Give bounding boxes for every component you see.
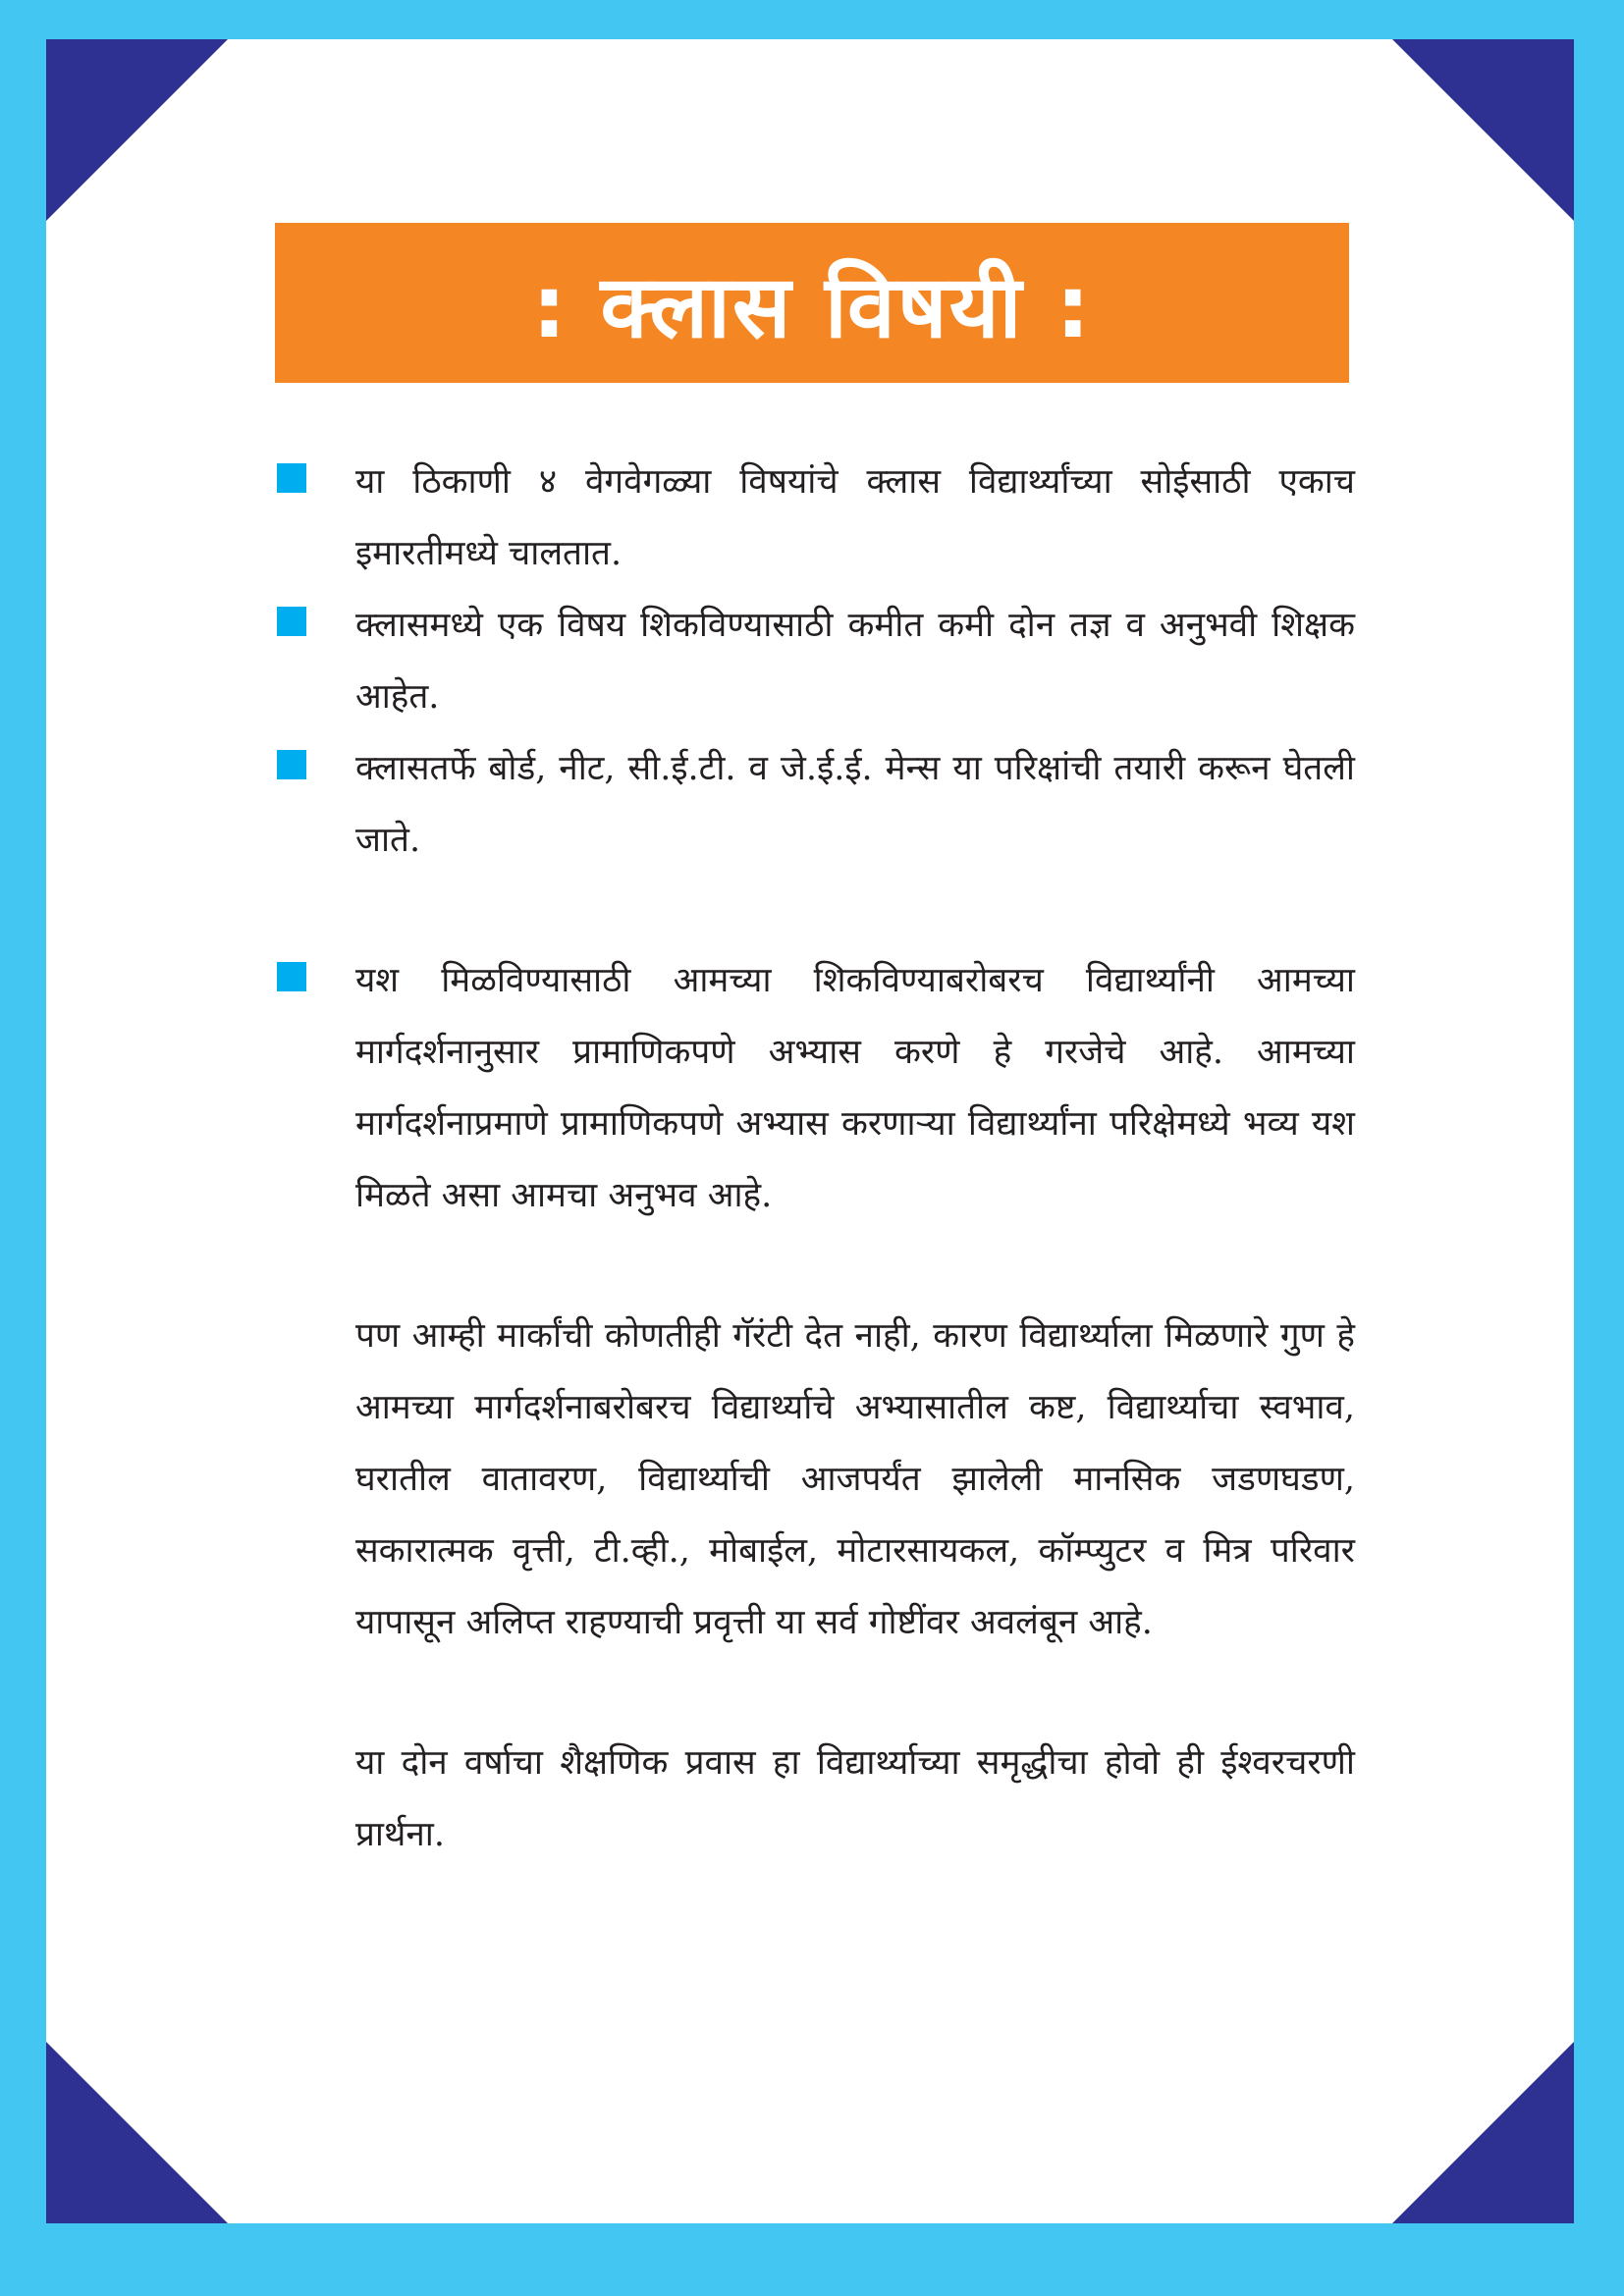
square-bullet-icon (277, 463, 306, 493)
content-body (277, 447, 1355, 1871)
corner-triangle-top-right (1392, 39, 1574, 221)
square-bullet-icon (277, 962, 306, 991)
bullet-item-4 (277, 945, 1355, 1232)
title-banner (275, 223, 1349, 383)
paragraph-prayer: या दोन वर्षाचा शैक्षणिक प्रवास हा विद्यार्थ्याच्या समृद्धीचा होवो ही ईश्वरचरणी प्रार्थना. (355, 1743, 1355, 1854)
page-title: : क्लास विषयी : (531, 255, 1093, 357)
corner-triangle-bottom-right (1392, 2042, 1574, 2223)
bullet-text: क्लासमध्ये एक विषय शिकविण्यासाठी कमीत कमी दोन तज्ञ व अनुभवी शिक्षक आहेत. (355, 606, 1355, 717)
corner-triangle-bottom-left (46, 2042, 228, 2223)
bullet-text: क्लासतर्फे बोर्ड, नीट, सी.ई.टी. व जे.ई.ई. मेन्स या परिक्षांची तयारी करून घेतली जाते. (355, 749, 1355, 860)
square-bullet-icon (277, 607, 306, 636)
paragraph-guarantee: पण आम्ही मार्कांची कोणतीही गॅरंटी देत नाही, कारण विद्यार्थ्याला मिळणारे गुण हे आमच्या मार्गदर्शनाबरोबरच विद्यार्थ्याचे अभ्यासातील कष्ट, विद्यार्थ्याचा स्वभाव, घरातील वातावरण, विद्यार्थ्याची आजपर्यंत झालेली मानसिक जडणघडण, सकारात्मक वृत्ती, टी.व्ही., मोबाईल, मोटारसायकल, कॉम्प्युटर व मित्र परिवार यापासून अलिप्त राहण्याची प्रवृत्ती या सर्व गोष्टींवर अवलंबून आहे. (355, 1316, 1355, 1642)
corner-triangle-top-left (46, 39, 228, 221)
bullet-text: यश मिळविण्यासाठी आमच्या शिकविण्याबरोबरच विद्यार्थ्यांनी आमच्या मार्गदर्शनानुसार प्रामाणिकपणे अभ्यास करणे हे गरजेचे आहे. आमच्या मार्गदर्शनाप्रमाणे प्रामाणिकपणे अभ्यास करणाऱ्या विद्यार्थ्यांना परिक्षेमध्ये भव्य यश मिळते असा आमचा अनुभव आहे. (355, 961, 1355, 1215)
square-bullet-icon (277, 750, 306, 779)
bullet-item-1 (277, 447, 1355, 590)
bullet-item-2 (277, 590, 1355, 733)
bullet-text: या ठिकाणी ४ वेगवेगळ्या विषयांचे क्लास विद्यार्थ्यांच्या सोईसाठी एकाच इमारतीमध्ये चालतात. (355, 462, 1355, 573)
bullet-item-3 (277, 733, 1355, 877)
